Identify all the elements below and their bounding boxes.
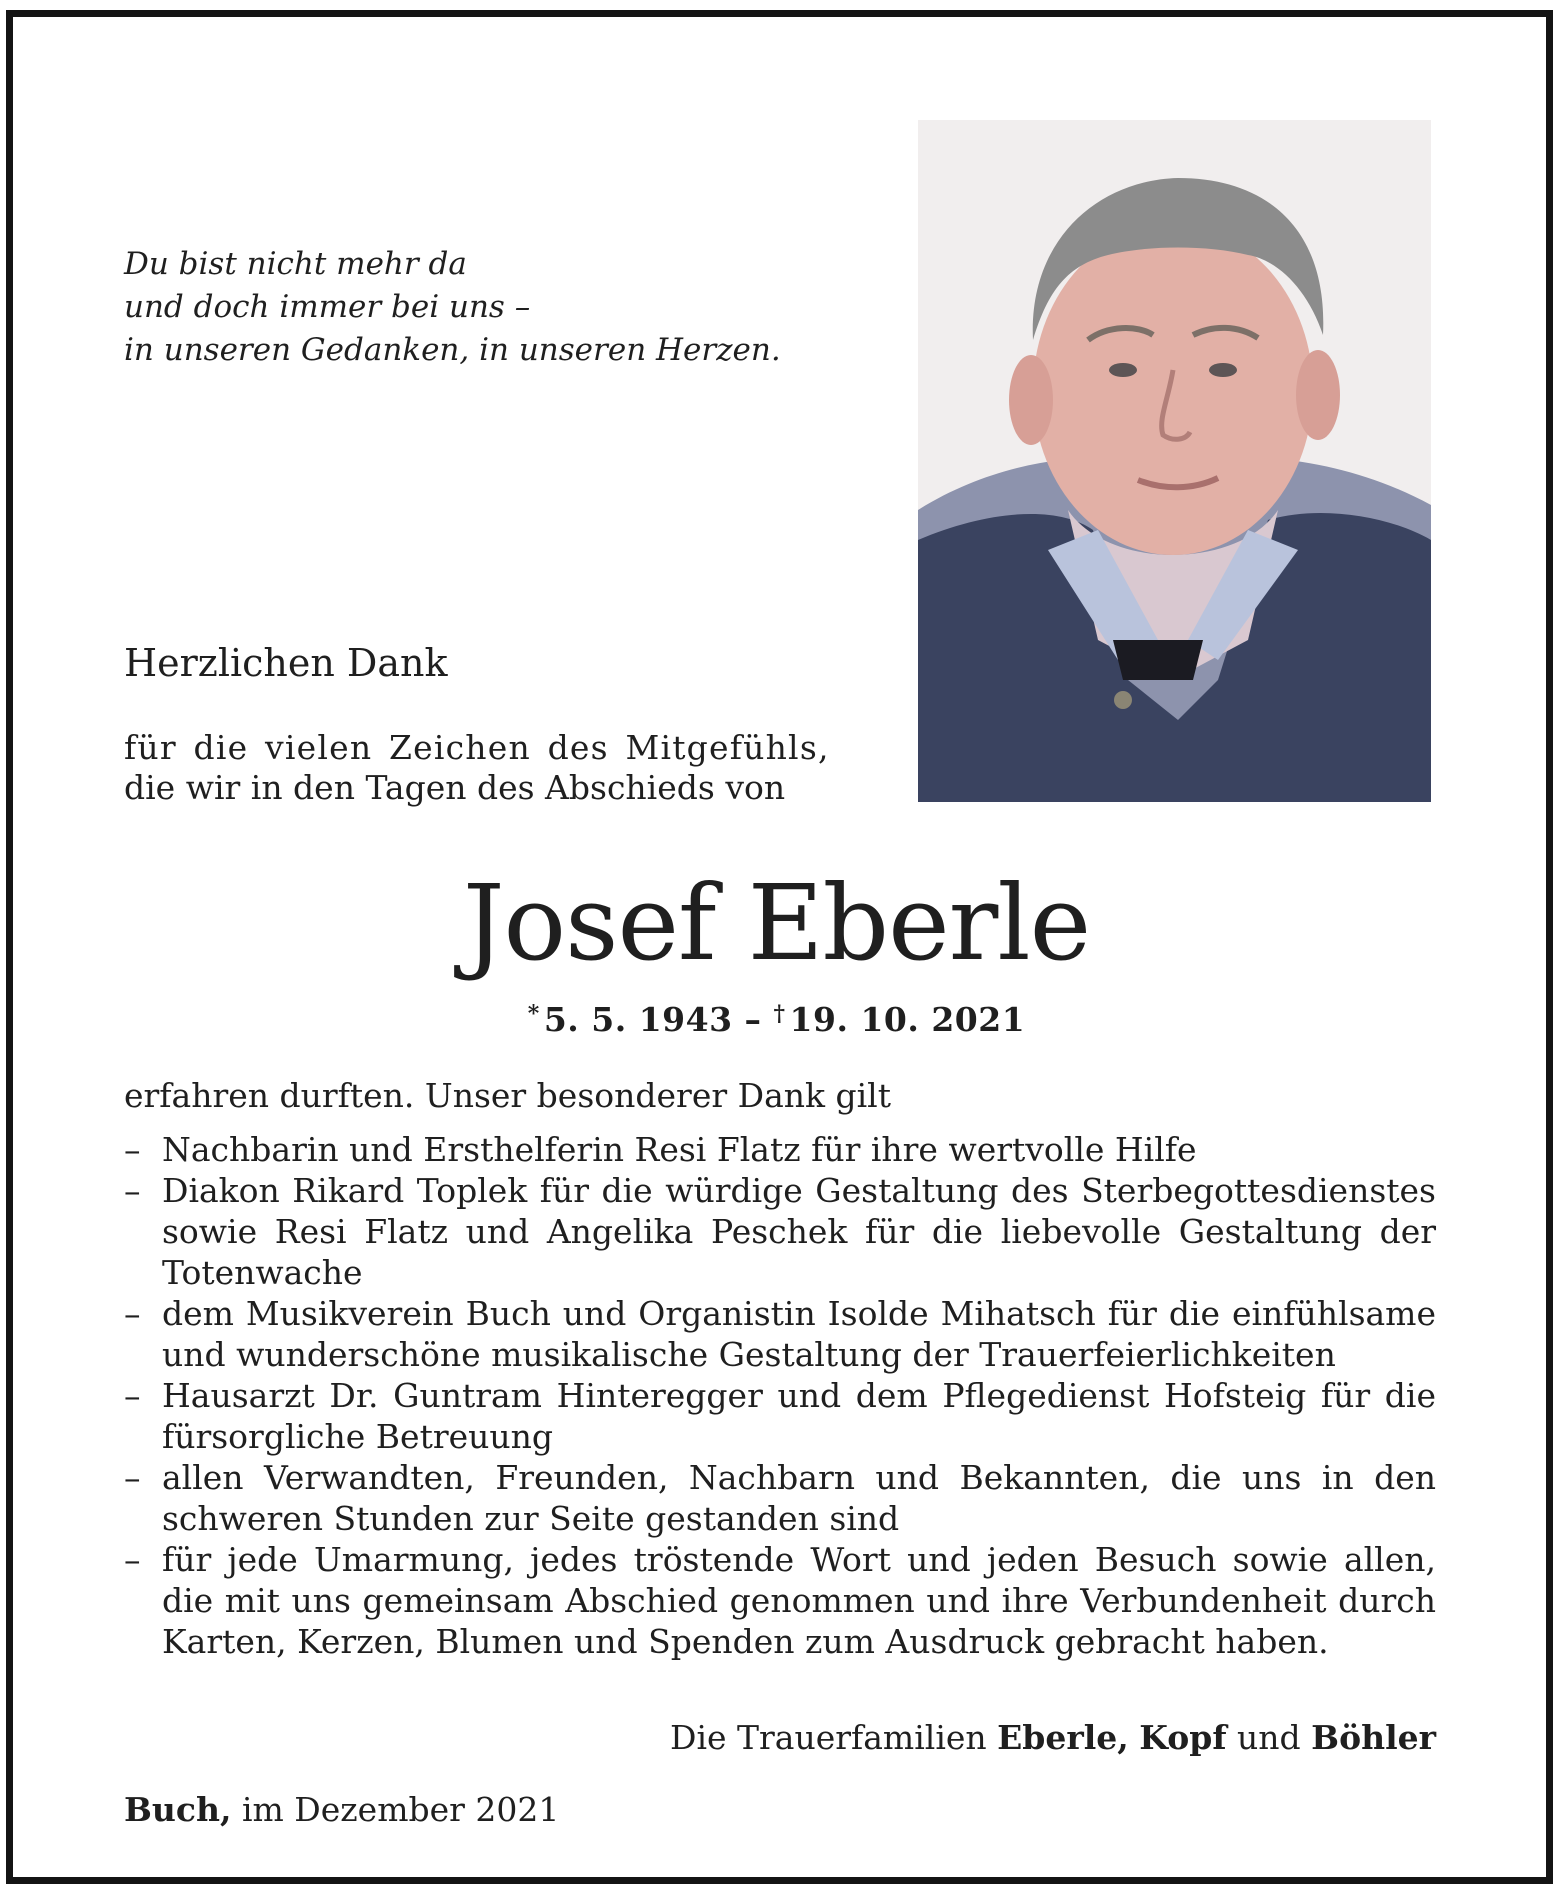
list-item: – Diakon Rikard Toplek für die würdige Gestaltung des Sterbegottesdienstes sowie Resi Flatz und Angelika Peschek für die liebevolle Gestaltung der Totenwache (124, 1170, 1436, 1293)
thanks-heading: Herzlichen Dank (124, 641, 448, 685)
memorial-poem (124, 243, 781, 372)
signature-joiner: und (1226, 1718, 1312, 1757)
family-signature (670, 1718, 1436, 1757)
portrait-photo (918, 120, 1431, 802)
family-name-kopf: Kopf (1139, 1718, 1227, 1757)
place-name: Buch, (124, 1790, 232, 1829)
list-item: – Hausarzt Dr. Guntram Hinteregger und dem Pflegedienst Hofsteig für die fürsorgliche Betreuung (124, 1375, 1436, 1457)
poem-line: und doch immer bei uns – (124, 289, 531, 325)
list-item: – allen Verwandten, Freunden, Nachbarn und Bekannten, die uns in den schweren Stunden zur Seite gestanden sind (124, 1457, 1436, 1539)
poem-line: in unseren Gedanken, in unseren Herzen. (124, 332, 781, 368)
date-separator: – (732, 1000, 774, 1039)
list-item: – für jede Umarmung, jedes tröstende Wort und jeden Besuch sowie allen, die mit uns gemeinsam Abschied genommen und ihre Verbundenheit durch Karten, Kerzen, Blumen und Spenden zum Ausdruck gebracht haben. (124, 1539, 1436, 1662)
deceased-name: Josef Eberle (462, 862, 1091, 984)
family-name-boehler: Böhler (1311, 1718, 1436, 1757)
place-date (124, 1790, 559, 1829)
family-name-eberle: Eberle, (997, 1718, 1129, 1757)
birth-date: 5. 5. 1943 (543, 1000, 733, 1039)
life-dates (0, 1000, 1553, 1039)
birth-star-symbol: * (527, 1001, 540, 1027)
thanks-list (124, 1129, 1436, 1662)
death-cross-symbol: † (773, 1001, 786, 1027)
list-item: – Nachbarin und Ersthelferin Resi Flatz für ihre wertvolle Hilfe (124, 1129, 1436, 1170)
intro-line: für die vielen Zeichen des Mitgefühls, (124, 728, 830, 767)
intro-text (124, 728, 830, 808)
portrait-image (918, 120, 1431, 802)
intro-line: die wir in den Tagen des Abschieds von (124, 768, 786, 807)
death-date: 19. 10. 2021 (789, 1000, 1026, 1039)
list-item: – dem Musikverein Buch und Organistin Isolde Mihatsch für die einfühlsame und wunderschöne musikalische Gestaltung der Trauerfeierlichkeiten (124, 1293, 1436, 1375)
signature-prefix: Die Trauerfamilien (669, 1718, 998, 1757)
thanks-lead-text: erfahren durften. Unser besonderer Dank gilt (124, 1076, 891, 1115)
date-text: im Dezember 2021 (231, 1790, 560, 1829)
poem-line: Du bist nicht mehr da (124, 246, 467, 282)
